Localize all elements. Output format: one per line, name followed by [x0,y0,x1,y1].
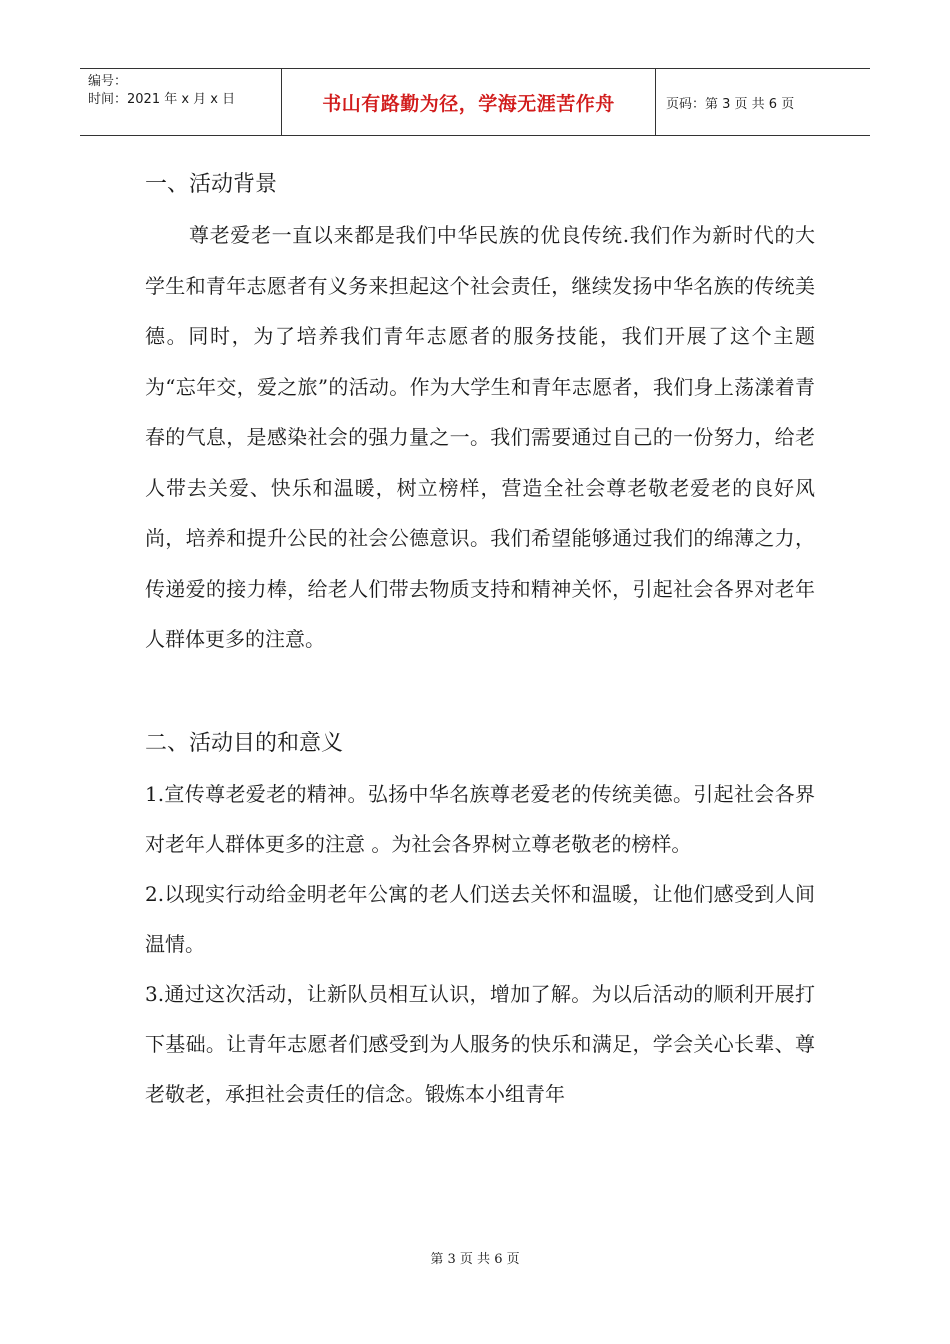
document-header [80,68,870,136]
page-footer: 第 3 页 共 6 页 [430,1252,520,1267]
section-title-background: 一、活动背景 [145,172,278,197]
header-meta [80,69,282,135]
document-date: 时间：2021 年 x 月 x 日 [88,92,236,107]
document-number-label: 编号： [88,74,128,89]
section-title-purpose: 二、活动目的和意义 [145,730,344,756]
purpose-item-1: 1.宣传尊老爱老的精神。弘扬中华名族尊老爱老的传统美德。引起社会各界对老年人群体更多的注意 。为社会各界树立尊老敬老的榜样。 [145,781,815,856]
background-paragraph: 尊老爱老一直以来都是我们中华民族的优良传统.我们作为新时代的大学生和青年志愿者有义务来担起这个社会责任，继续发扬中华名族的传统美德。同时，为了培养我们青年志愿者的服务技能，我们开展了这个主题为“忘年交，爱之旅”的活动。作为大学生和青年志愿者，我们身上荡漾着青春的气息，是感染社会的强力量之一。我们需要通过自己的一份努力，给老人带去关爱、快乐和温暖，树立榜样，营造全社会尊老敬老爱老的良好风尚，培养和提升公民的社会公德意识。我们希望能够通过我们的绵薄之力，传递爱的接力棒，给老人们带去物质支持和精神关怀，引起社会各界对老年人群体更多的注意。 [145,223,815,651]
purpose-item-3: 3.通过这次活动，让新队员相互认识，增加了解。为以后活动的顺利开展打下基础。让青年志愿者们感受到为人服务的快乐和满足，学会关心长辈、尊老敬老，承担社会责任的信念。锻炼本小组青年 [145,981,815,1106]
header-motto: 书山有路勤为径，学海无涯苦作舟 [282,69,656,135]
section-spacer [145,665,815,719]
header-page-info: 页码：第 3 页 共 6 页 [666,96,795,112]
purpose-item-2: 2.以现实行动给金明老年公寓的老人们送去关怀和温暖，让他们感受到人间温情。 [145,881,815,956]
document-body [145,160,815,1119]
